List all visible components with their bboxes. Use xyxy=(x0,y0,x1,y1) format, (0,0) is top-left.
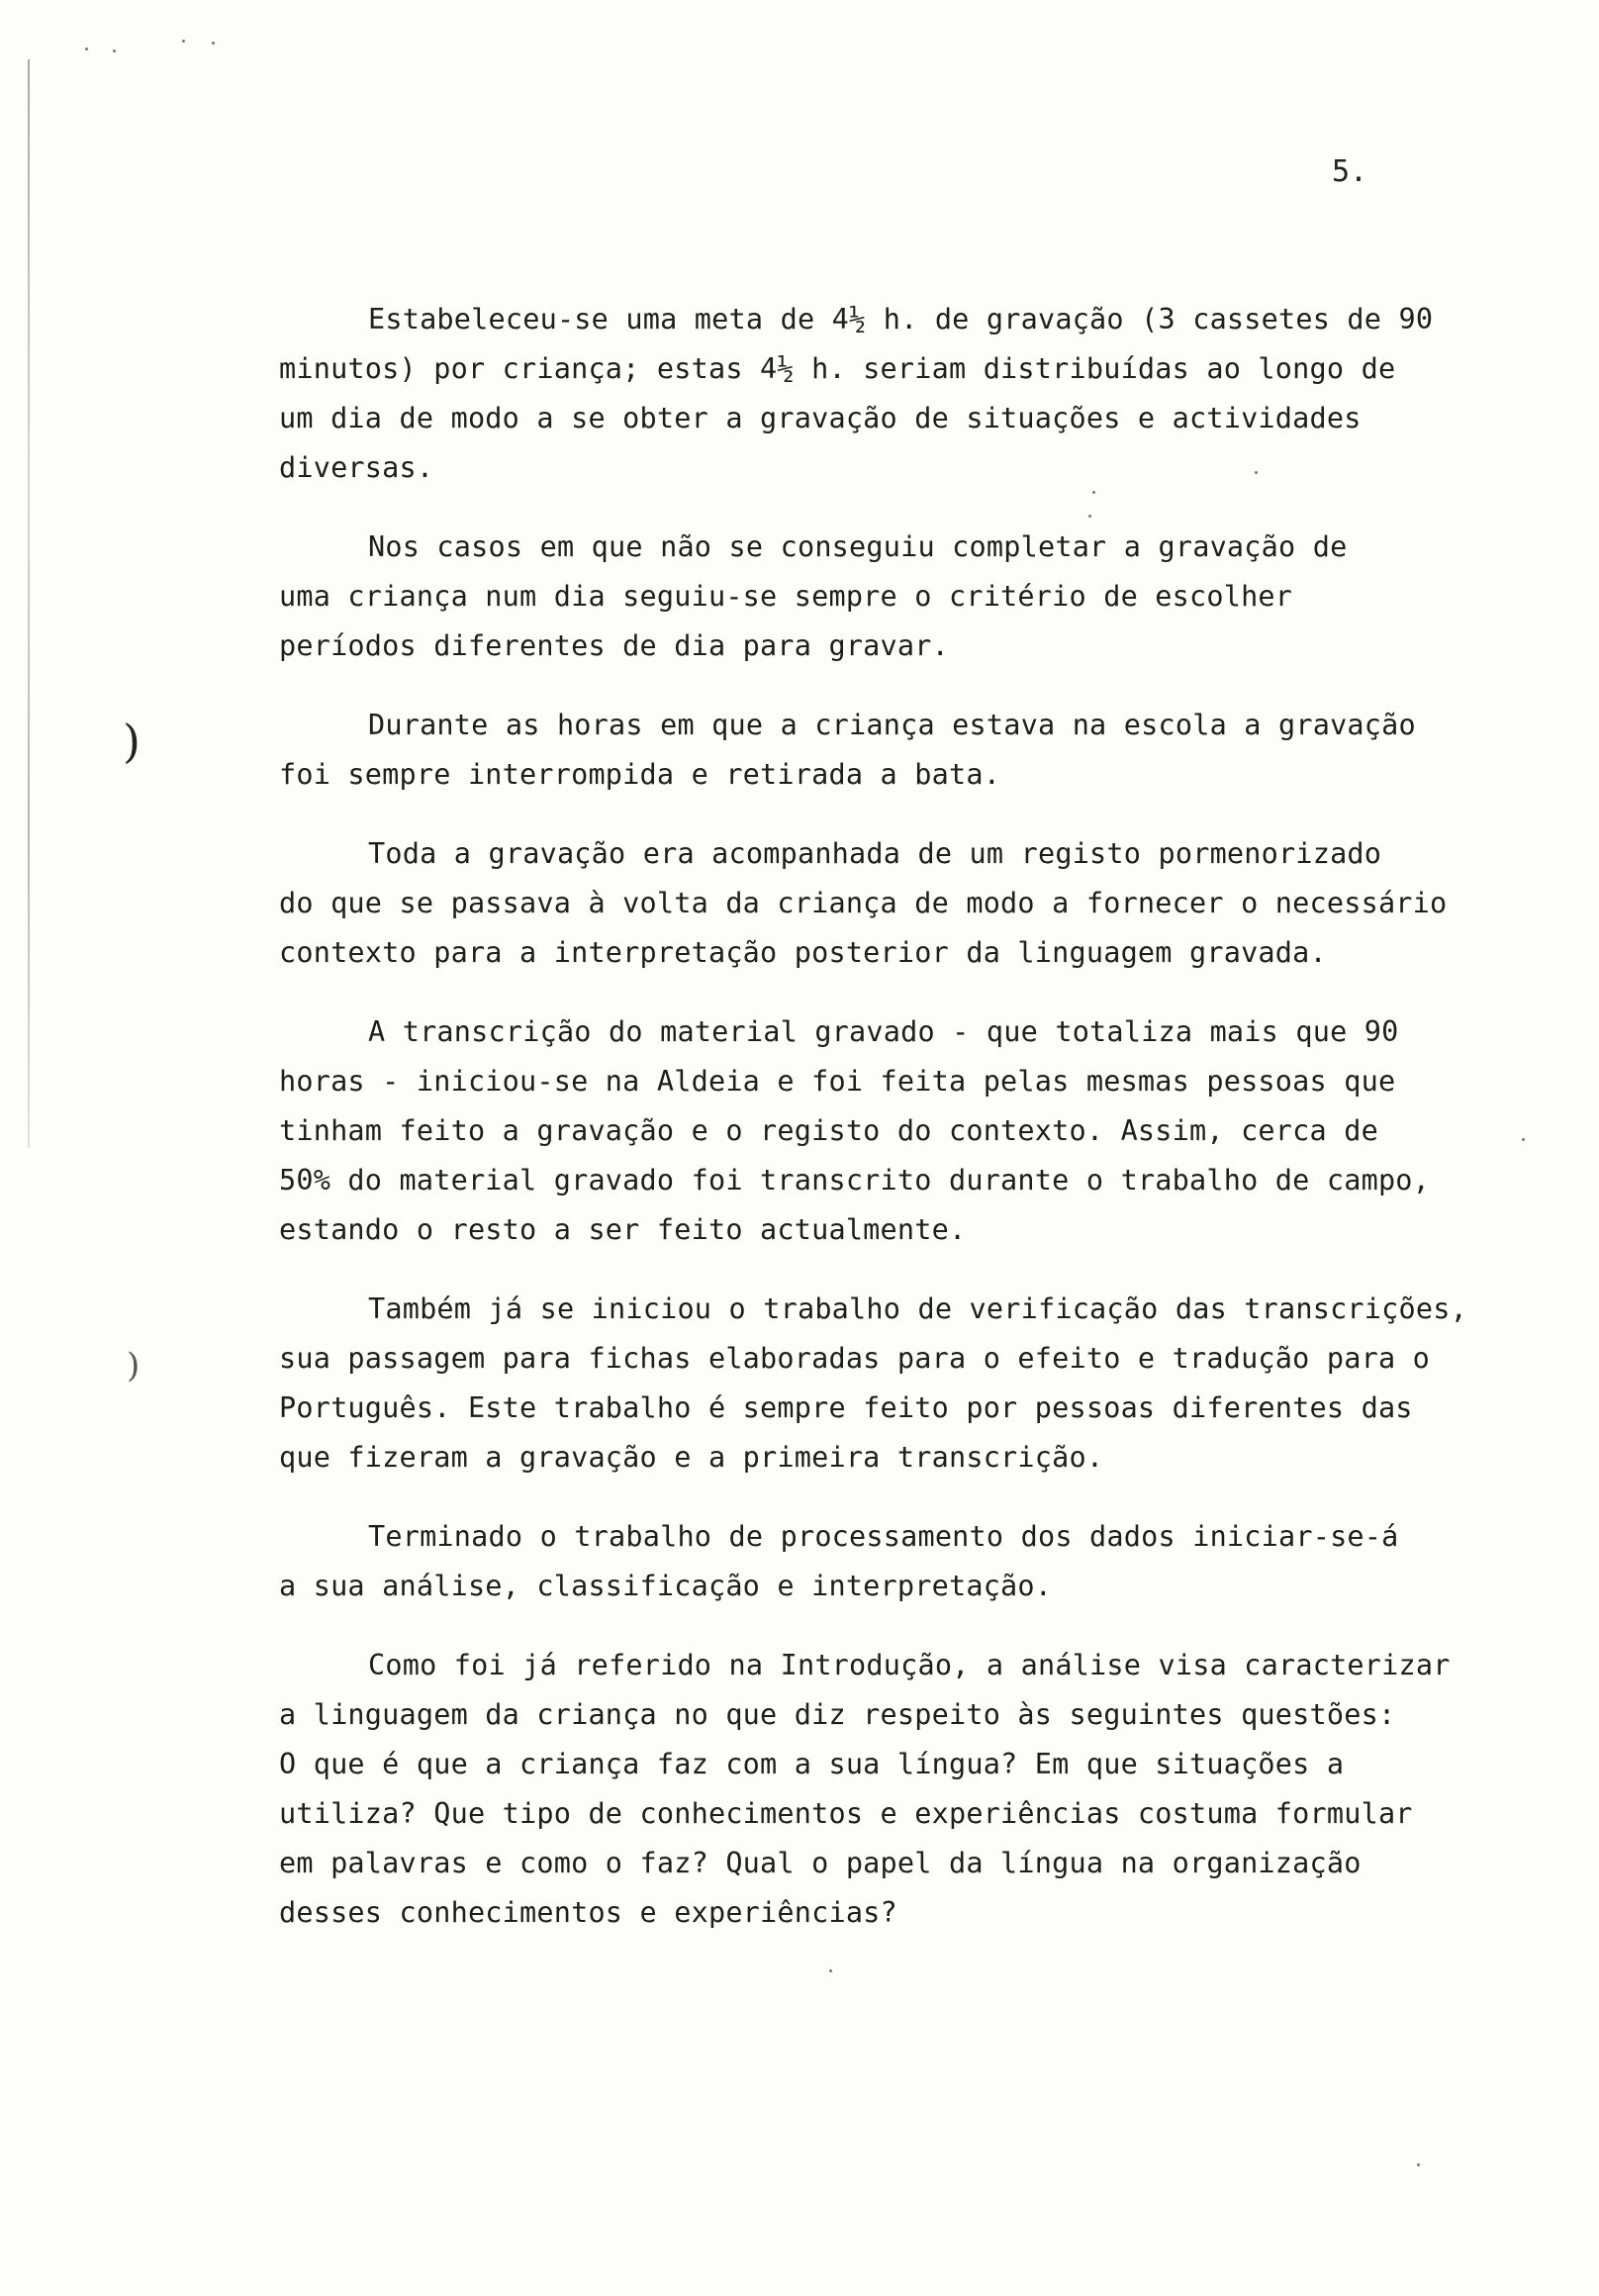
text-line: Durante as horas em que a criança estava na escola a gravação xyxy=(368,709,1416,741)
text-line: A transcrição do material gravado - que totaliza mais que 90 xyxy=(368,1015,1399,1048)
margin-bracket-mark: ) xyxy=(123,715,141,768)
speck xyxy=(182,40,185,43)
speck xyxy=(85,48,88,50)
text-line: Como foi já referido na Introdução, a análise visa caracterizar xyxy=(368,1649,1451,1681)
text-line: Terminado o trabalho de processamento dos dados iniciar-se-á xyxy=(368,1520,1399,1553)
document-body xyxy=(279,295,1506,1967)
paragraph xyxy=(279,523,1506,671)
text-line: desses conhecimentos e experiências? xyxy=(279,1896,897,1929)
text-line: Estabeleceu-se uma meta de 4½ h. de gravação (3 cassetes de 90 xyxy=(368,303,1434,335)
text-line: horas - iniciou-se na Aldeia e foi feita pelas mesmas pessoas que xyxy=(279,1065,1396,1098)
paragraph xyxy=(279,1007,1506,1255)
paragraph xyxy=(279,1641,1506,1938)
speck xyxy=(212,42,215,45)
speck xyxy=(1522,1138,1525,1141)
text-line: a linguagem da criança no que diz respeito às seguintes questões: xyxy=(279,1698,1396,1731)
text-line: em palavras e como o faz? Qual o papel da língua na organização xyxy=(279,1847,1362,1879)
paragraph xyxy=(279,701,1506,800)
text-line: utiliza? Que tipo de conhecimentos e experiências costuma formular xyxy=(279,1797,1413,1830)
speck xyxy=(1417,2163,1420,2166)
paragraph xyxy=(279,1285,1506,1483)
page-number: 5. xyxy=(1332,154,1368,189)
text-line: minutos) por criança; estas 4½ h. seriam distribuídas ao longo de xyxy=(279,352,1396,385)
text-line: Nos casos em que não se conseguiu completar a gravação de xyxy=(368,530,1348,563)
margin-bracket-mark: ) xyxy=(127,1346,141,1386)
text-line: estando o resto a ser feito actualmente. xyxy=(279,1213,967,1246)
text-line: tinham feito a gravação e o registo do contexto. Assim, cerca de xyxy=(279,1114,1378,1147)
speck xyxy=(829,1969,832,1972)
paragraph xyxy=(279,1512,1506,1611)
text-line: O que é que a criança faz com a sua língua? Em que situações a xyxy=(279,1748,1345,1780)
text-line: sua passagem para fichas elaboradas para o efeito e tradução para o xyxy=(279,1342,1431,1375)
text-line: períodos diferentes de dia para gravar. xyxy=(279,629,949,662)
text-line: uma criança num dia seguiu-se sempre o critério de escolher xyxy=(279,580,1293,613)
text-line: Português. Este trabalho é sempre feito por pessoas diferentes das xyxy=(279,1391,1413,1424)
text-line: Também já se iniciou o trabalho de verificação das transcrições, xyxy=(368,1292,1467,1325)
text-line: contexto para a interpretação posterior da linguagem gravada. xyxy=(279,936,1327,969)
paragraph xyxy=(279,295,1506,493)
text-line: diversas. xyxy=(279,451,434,484)
text-line: Toda a gravação era acompanhada de um registo pormenorizado xyxy=(368,837,1382,870)
speck xyxy=(113,49,116,52)
text-line: do que se passava à volta da criança de modo a fornecer o necessário xyxy=(279,887,1448,919)
text-line: 50% do material gravado foi transcrito durante o trabalho de campo, xyxy=(279,1164,1431,1196)
text-line: um dia de modo a se obter a gravação de situações e actividades xyxy=(279,402,1362,434)
text-line: que fizeram a gravação e a primeira transcrição. xyxy=(279,1441,1104,1474)
binding-edge-shadow xyxy=(28,59,30,1148)
text-line: a sua análise, classificação e interpretação. xyxy=(279,1570,1053,1602)
paragraph xyxy=(279,829,1506,978)
text-line: foi sempre interrompida e retirada a bata. xyxy=(279,758,1001,791)
